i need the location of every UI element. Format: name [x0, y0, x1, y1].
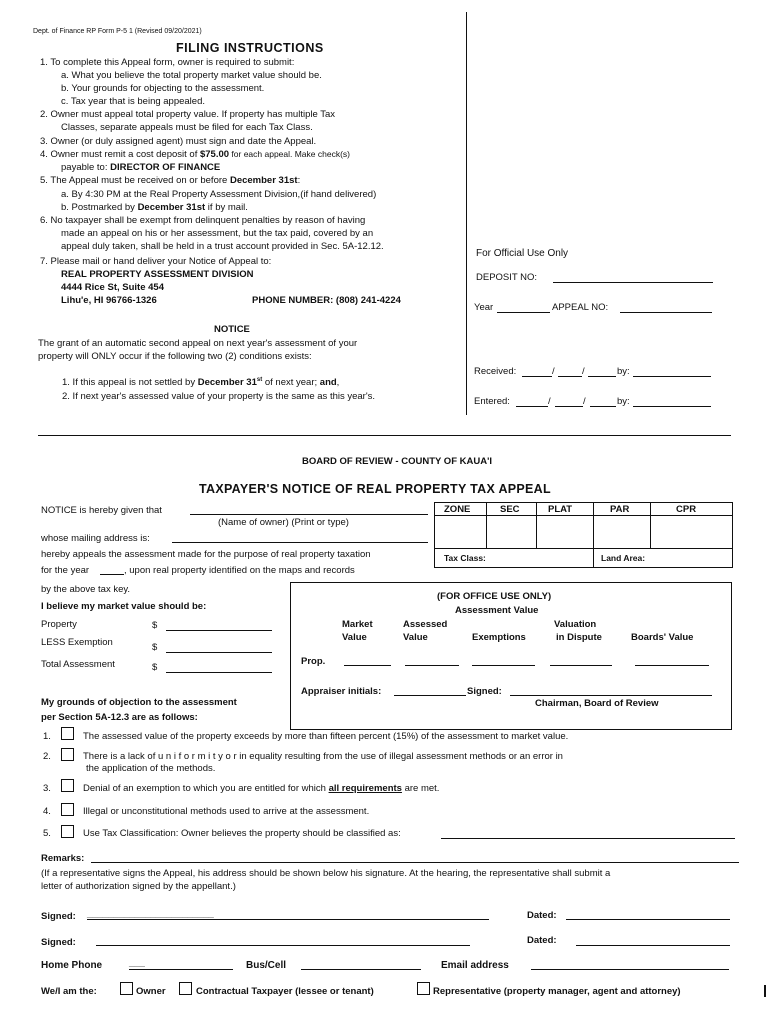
bus-cell-label: Bus/Cell	[246, 960, 287, 971]
instruction-5a: a. By 4:30 PM at the Real Property Assessment Division,(if hand delivered)	[61, 189, 377, 200]
owner-checkbox[interactable]	[120, 982, 133, 995]
notice-title: NOTICE	[214, 324, 250, 335]
address-line-3: Lihu'e, HI 96766-1326	[61, 295, 157, 306]
received-label: Received:	[474, 366, 517, 377]
contractual-taxpayer-checkbox[interactable]	[179, 982, 192, 995]
instruction-2: 2. Owner must appeal total property value. If property has multiple Tax	[40, 109, 336, 120]
total-assessment-field[interactable]	[166, 672, 272, 673]
received-by-label: by:	[617, 366, 630, 377]
ground-number: 3.	[43, 783, 51, 794]
dated-label-1: Dated:	[527, 910, 557, 921]
tax-key-col-line	[536, 502, 537, 549]
deposit-no-label: DEPOSIT NO:	[476, 272, 538, 283]
instruction-6-cont1: made an appeal on his or her assessment, but the tax paid, covered by an	[61, 228, 374, 239]
ground-number: 5.	[43, 828, 51, 839]
total-assessment-label: Total Assessment	[41, 659, 115, 670]
prop-exemptions-field[interactable]	[472, 665, 535, 666]
property-label: Property	[41, 619, 77, 630]
tax-key-col-line	[650, 502, 651, 549]
remarks-note-2: letter of authorization signed by the appellant.)	[41, 881, 236, 892]
tax-key-header-plat: PLAT	[548, 504, 573, 515]
ground-3-text: Denial of an exemption to which you are entitled for which all requirements are met.	[83, 783, 440, 794]
chairman-signature-field[interactable]	[510, 695, 712, 696]
ground-number: 4.	[43, 806, 51, 817]
col-valuation: Valuation	[554, 619, 597, 630]
ground-1-checkbox[interactable]	[61, 727, 74, 740]
column-divider	[466, 12, 467, 415]
date-separator: /	[552, 366, 555, 377]
land-area-label: Land Area:	[601, 553, 646, 563]
notice-text-2: property will ONLY occur if the following two (2) conditions exists:	[38, 351, 312, 362]
appeal-no-label: APPEAL NO:	[552, 302, 609, 313]
dated-label-2: Dated:	[527, 935, 557, 946]
assessment-value-subtitle: Assessment Value	[455, 605, 539, 616]
office-signed-label: Signed:	[467, 686, 502, 697]
tax-key-header-par: PAR	[610, 504, 630, 515]
dollar-sign: $	[152, 620, 158, 631]
contractual-taxpayer-label: Contractual Taxpayer (lessee or tenant)	[196, 986, 374, 997]
tax-year-field[interactable]	[100, 574, 124, 575]
instruction-2-cont: Classes, separate appeals must be filed for each Tax Class.	[61, 122, 313, 133]
grounds-heading-1: My grounds of objection to the assessment	[41, 697, 237, 708]
tax-key-col-line	[486, 502, 487, 549]
for-year-label: for the year	[41, 565, 90, 576]
col-exemptions: Exemptions	[472, 632, 526, 643]
received-month-field[interactable]	[522, 376, 552, 377]
ground-5-text: Use Tax Classification: Owner believes the property should be classified as:	[83, 828, 401, 839]
ground-4-text: Illegal or unconstitutional methods used to arrive at the assessment.	[83, 806, 370, 817]
tax-key-col-line	[593, 502, 594, 568]
date-separator: /	[583, 396, 586, 407]
prop-assessed-field[interactable]	[405, 665, 459, 666]
col-boards-value: Boards' Value	[631, 632, 694, 643]
signed-label-2: Signed:	[41, 937, 76, 948]
col-assessed-value-2: Value	[403, 632, 428, 643]
col-assessed-value: Assessed	[403, 619, 448, 630]
dollar-sign: $	[152, 662, 158, 673]
year-label: Year	[474, 302, 494, 313]
phone-number: PHONE NUMBER: (808) 241-4224	[252, 295, 401, 306]
dated-field-1[interactable]	[566, 919, 730, 920]
home-phone-label: Home Phone	[41, 960, 103, 971]
instruction-4: 4. Owner must remit a cost deposit of $75.00 for each appeal. Make check(s)	[40, 149, 350, 160]
entered-by-label: by:	[617, 396, 630, 407]
remarks-label: Remarks:	[41, 853, 85, 864]
tax-key-body-line	[434, 548, 733, 549]
tax-key-header-zone: ZONE	[444, 504, 471, 515]
col-in-dispute: in Dispute	[556, 632, 602, 643]
prop-dispute-field[interactable]	[550, 665, 612, 666]
year-field[interactable]	[497, 312, 550, 313]
entered-month-field[interactable]	[516, 406, 548, 407]
prop-label: Prop.	[301, 656, 326, 667]
notice-given-label: NOTICE is hereby given that	[41, 505, 162, 516]
property-value-field[interactable]	[166, 630, 272, 631]
notice-condition-2: 2. If next year's assessed value of your property is the same as this year's.	[62, 391, 376, 402]
received-year-field[interactable]	[588, 376, 616, 377]
representative-label: Representative (property manager, agent and attorney)	[433, 986, 681, 997]
chairman-caption: Chairman, Board of Review	[535, 698, 659, 709]
tax-classification-field[interactable]	[441, 838, 735, 839]
address-line-1: REAL PROPERTY ASSESSMENT DIVISION	[61, 269, 254, 280]
instruction-4-payee: payable to: DIRECTOR OF FINANCE	[61, 162, 221, 173]
upon-property-text: , upon real property identified on the maps and records	[124, 565, 355, 576]
signed-blank-1: ________________________	[87, 909, 214, 920]
received-by-field[interactable]	[633, 376, 711, 377]
ground-2-text-cont: the application of the methods.	[86, 763, 216, 774]
less-exemption-label: LESS Exemption	[41, 637, 113, 648]
ground-2-text: There is a lack of u n i f o r m i t y o r in equality resulting from the use of illegal assessment methods or an error in	[83, 751, 563, 762]
dollar-sign: $	[152, 642, 158, 653]
entered-label: Entered:	[474, 396, 510, 407]
instruction-6-cont2: appeal duly taken, shall be held in a trust account provided in Sec. 5A-12.12.	[61, 241, 384, 252]
section-separator	[38, 435, 731, 436]
remarks-note-1: (If a representative signs the Appeal, his address should be shown below his signature. At the hearing, the representative shall submit a	[41, 868, 611, 879]
signed-label-1: Signed:	[41, 911, 76, 922]
filing-instructions-title: FILING INSTRUCTIONS	[176, 41, 324, 55]
col-market-value: Market	[342, 619, 373, 630]
date-separator: /	[582, 366, 585, 377]
ground-5-checkbox[interactable]	[61, 825, 74, 838]
col-market-value-2: Value	[342, 632, 367, 643]
appraiser-initials-field[interactable]	[394, 695, 466, 696]
ground-1-text: The assessed value of the property exceeds by more than fifteen percent (15%) of the assessment to market value.	[83, 731, 569, 742]
signature-field-1[interactable]	[87, 919, 489, 920]
instruction-6: 6. No taxpayer shall be exempt from delinquent penalties by reason of having	[40, 215, 366, 226]
ground-3-checkbox[interactable]	[61, 779, 74, 792]
instruction-1: 1. To complete this Appeal form, owner is required to submit:	[40, 57, 295, 68]
entered-day-field[interactable]	[555, 406, 583, 407]
tax-key-header-cpr: CPR	[676, 504, 697, 515]
tax-key-header-line	[434, 515, 733, 516]
tax-key-header-sec: SEC	[500, 504, 520, 515]
office-use-title: (FOR OFFICE USE ONLY)	[437, 591, 552, 602]
appeal-title: TAXPAYER'S NOTICE OF REAL PROPERTY TAX APPEAL	[199, 482, 551, 496]
ground-4-checkbox[interactable]	[61, 803, 74, 816]
prop-market-field[interactable]	[344, 665, 391, 666]
entered-year-field[interactable]	[590, 406, 616, 407]
instruction-5b: b. Postmarked by December 31st if by mail.	[61, 202, 248, 213]
instruction-7: 7. Please mail or hand deliver your Notice of Appeal to:	[40, 256, 272, 267]
margin-mark	[764, 985, 766, 997]
email-field[interactable]	[531, 969, 729, 970]
email-label: Email address	[441, 960, 509, 971]
mailing-address-field[interactable]	[172, 542, 428, 543]
ground-number: 2.	[43, 751, 51, 762]
bus-cell-field[interactable]	[301, 969, 421, 970]
mailing-address-label: whose mailing address is:	[41, 533, 150, 544]
ground-2-checkbox[interactable]	[61, 748, 74, 761]
exemption-value-field[interactable]	[166, 652, 272, 653]
entered-by-field[interactable]	[633, 406, 711, 407]
instruction-1b: b. Your grounds for objecting to the assessment.	[61, 83, 265, 94]
instruction-1a: a. What you believe the total property market value should be.	[61, 70, 322, 81]
signature-field-2[interactable]	[96, 945, 470, 946]
tax-class-label: Tax Class:	[444, 553, 486, 563]
official-use-heading: For Official Use Only	[476, 248, 569, 259]
notice-condition-1: 1. If this appeal is not settled by December 31st of next year; and,	[62, 377, 340, 389]
home-phone-field[interactable]	[129, 969, 233, 970]
market-value-heading: I believe my market value should be:	[41, 601, 207, 612]
owner-name-caption: (Name of owner) (Print or type)	[218, 517, 349, 528]
board-of-review-heading: BOARD OF REVIEW - COUNTY OF KAUA'I	[302, 456, 492, 467]
deposit-no-field[interactable]	[553, 282, 713, 283]
form-id: Dept. of Finance RP Form P-5 1 (Revised 09/20/2021)	[33, 28, 202, 35]
dated-field-2[interactable]	[576, 945, 730, 946]
tax-key-text: by the above tax key.	[41, 584, 131, 595]
received-day-field[interactable]	[558, 376, 582, 377]
grounds-heading-2: per Section 5A-12.3 are as follows:	[41, 712, 198, 723]
date-separator: /	[548, 396, 551, 407]
address-line-2: 4444 Rice St, Suite 454	[61, 282, 164, 293]
prop-boards-field[interactable]	[635, 665, 709, 666]
owner-name-field[interactable]	[190, 514, 428, 515]
we-are-label: We/I am the:	[41, 986, 97, 997]
appraiser-initials-label: Appraiser initials:	[301, 686, 382, 697]
instruction-3: 3. Owner (or duly assigned agent) must sign and date the Appeal.	[40, 136, 317, 147]
instruction-5: 5. The Appeal must be received on or before December 31st:	[40, 175, 301, 186]
home-phone-blank: ___	[129, 958, 145, 969]
hereby-appeals-text: hereby appeals the assessment made for the purpose of real property taxation	[41, 549, 371, 560]
notice-text-1: The grant of an automatic second appeal on next year's assessment of your	[38, 338, 358, 349]
instruction-1c: c. Tax year that is being appealed.	[61, 96, 206, 107]
appeal-no-field[interactable]	[620, 312, 712, 313]
remarks-field[interactable]	[91, 862, 739, 863]
ground-number: 1.	[43, 731, 51, 742]
representative-checkbox[interactable]	[417, 982, 430, 995]
owner-label: Owner	[136, 986, 166, 997]
